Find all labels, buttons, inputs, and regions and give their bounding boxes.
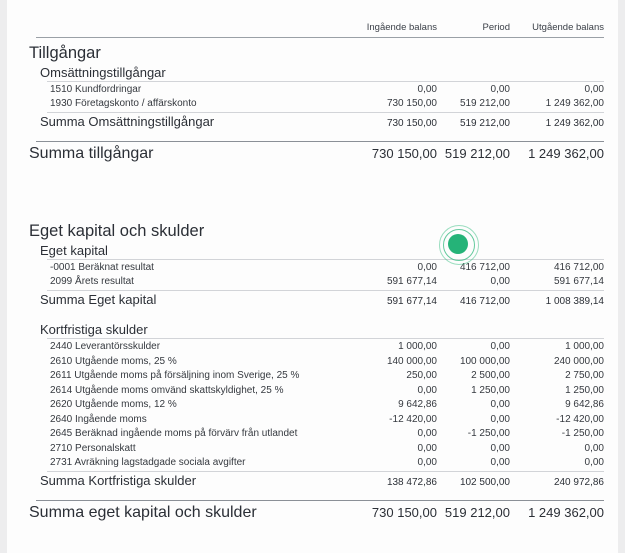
account-period: 0,00 xyxy=(490,276,510,287)
account-period: 1 250,00 xyxy=(471,384,510,396)
group-title-short-term-liabilities: Kortfristiga skulder xyxy=(40,322,148,337)
account-closing-balance: 2 750,00 xyxy=(565,370,604,381)
total-label: Summa tillgångar xyxy=(29,145,154,162)
table-row[interactable] xyxy=(7,340,618,355)
subtotal-opening-balance: 591 677,14 xyxy=(386,296,437,307)
account-opening-balance: 140 000,00 xyxy=(386,355,437,367)
table-row[interactable] xyxy=(7,384,618,399)
account-closing-balance: 0,00 xyxy=(584,84,604,95)
account-period: 100 000,00 xyxy=(459,355,510,367)
account-label: 2731 Avräkning lagstadgade sociala avgifter xyxy=(50,457,246,468)
total-divider-equity-and-liabilities xyxy=(36,500,604,501)
subtotal-period: 519 212,00 xyxy=(459,118,510,129)
account-period: 0,00 xyxy=(490,413,510,425)
account-closing-balance: 1 249 362,00 xyxy=(545,98,604,109)
table-row[interactable] xyxy=(7,261,618,276)
balance-report-sheet xyxy=(7,0,618,553)
account-period: 0,00 xyxy=(490,457,510,468)
table-row[interactable] xyxy=(7,369,618,384)
account-opening-balance: 0,00 xyxy=(417,84,437,95)
table-row[interactable] xyxy=(7,97,618,112)
subtotal-label: Summa Kortfristiga skulder xyxy=(40,473,197,488)
group-divider-short-term-liabilities xyxy=(47,338,604,339)
account-closing-balance: 1 000,00 xyxy=(565,341,604,352)
account-closing-balance: 416 712,00 xyxy=(553,262,604,273)
account-label: 2099 Årets resultat xyxy=(50,276,134,287)
account-closing-balance: 0,00 xyxy=(584,457,604,468)
column-header-period: Period xyxy=(482,22,510,33)
total-closing-balance: 1 249 362,00 xyxy=(528,146,604,161)
account-label: 2645 Beräknad ingående moms på förvärv från utlandet xyxy=(50,428,298,439)
account-closing-balance: 9 642,86 xyxy=(565,399,604,410)
account-label: 2440 Leverantörsskulder xyxy=(50,341,161,352)
account-opening-balance: 250,00 xyxy=(406,370,437,381)
account-closing-balance: 591 677,14 xyxy=(553,276,604,287)
account-period: 2 500,00 xyxy=(471,370,510,381)
subtotal-row-equity xyxy=(7,291,618,311)
total-period: 519 212,00 xyxy=(444,505,510,520)
account-closing-balance: 240 000,00 xyxy=(553,355,604,367)
account-label: 2610 Utgående moms, 25 % xyxy=(50,355,177,367)
account-opening-balance: 0,00 xyxy=(417,442,437,454)
total-closing-balance: 1 249 362,00 xyxy=(528,505,604,520)
account-label: 1930 Företagskonto / affärskonto xyxy=(50,98,197,109)
account-opening-balance: 1 000,00 xyxy=(398,341,437,352)
table-column-headers xyxy=(7,22,618,37)
account-label: -0001 Beräknat resultat xyxy=(50,262,154,273)
header-divider xyxy=(36,37,604,38)
table-row[interactable] xyxy=(7,355,618,370)
account-opening-balance: -12 420,00 xyxy=(389,413,437,425)
account-period: 416 712,00 xyxy=(459,262,510,273)
account-closing-balance: 1 250,00 xyxy=(565,384,604,396)
account-opening-balance: 9 642,86 xyxy=(398,399,437,410)
section-title-assets: Tillgångar xyxy=(29,44,101,62)
total-opening-balance: 730 150,00 xyxy=(371,146,437,161)
subtotal-label: Summa Omsättningstillgångar xyxy=(40,114,215,129)
total-row-equity-and-liabilities xyxy=(7,502,618,524)
total-opening-balance: 730 150,00 xyxy=(371,505,437,520)
subtotal-row-current-assets xyxy=(7,113,618,133)
table-row[interactable] xyxy=(7,413,618,428)
column-header-opening-balance: Ingående balans xyxy=(366,22,437,33)
total-row-assets xyxy=(7,143,618,165)
group-divider-equity xyxy=(47,259,604,260)
account-closing-balance: -12 420,00 xyxy=(556,413,604,425)
table-row[interactable] xyxy=(7,456,618,471)
account-label: 1510 Kundfordringar xyxy=(50,84,142,95)
account-closing-balance: -1 250,00 xyxy=(561,428,604,439)
account-period: 0,00 xyxy=(490,399,510,410)
account-closing-balance: 0,00 xyxy=(584,442,604,454)
account-opening-balance: 0,00 xyxy=(417,262,437,273)
subtotal-period: 102 500,00 xyxy=(459,477,510,488)
group-title-equity: Eget kapital xyxy=(40,243,108,258)
account-label: 2620 Utgående moms, 12 % xyxy=(50,399,177,410)
total-period: 519 212,00 xyxy=(444,146,510,161)
subtotal-closing-balance: 240 972,86 xyxy=(553,477,604,488)
subtotal-period: 416 712,00 xyxy=(459,296,510,307)
section-title-equity-and-liabilities: Eget kapital och skulder xyxy=(29,222,205,240)
table-row[interactable] xyxy=(7,83,618,98)
account-period: -1 250,00 xyxy=(467,428,510,439)
table-row[interactable] xyxy=(7,442,618,457)
account-period: 0,00 xyxy=(490,84,510,95)
account-period: 0,00 xyxy=(490,442,510,454)
total-divider-assets xyxy=(36,141,604,142)
subtotal-label: Summa Eget kapital xyxy=(40,292,157,307)
account-opening-balance: 0,00 xyxy=(417,457,437,468)
subtotal-closing-balance: 1 008 389,14 xyxy=(545,296,604,307)
account-label: 2611 Utgående moms på försäljning inom Sverige, 25 % xyxy=(50,370,300,381)
total-label: Summa eget kapital och skulder xyxy=(29,504,257,521)
group-title-current-assets: Omsättningstillgångar xyxy=(40,65,166,80)
account-opening-balance: 730 150,00 xyxy=(386,98,437,109)
account-opening-balance: 0,00 xyxy=(417,428,437,439)
account-period: 0,00 xyxy=(490,341,510,352)
account-period: 519 212,00 xyxy=(459,98,510,109)
account-label: 2614 Utgående moms omvänd skattskyldighet, 25 % xyxy=(50,384,284,396)
subtotal-opening-balance: 730 150,00 xyxy=(386,118,437,129)
account-opening-balance: 591 677,14 xyxy=(386,276,437,287)
table-row[interactable] xyxy=(7,275,618,290)
subtotal-closing-balance: 1 249 362,00 xyxy=(545,118,604,129)
table-row[interactable] xyxy=(7,427,618,442)
table-row[interactable] xyxy=(7,398,618,413)
account-label: 2640 Ingående moms xyxy=(50,413,147,425)
group-divider-current-assets xyxy=(47,81,604,82)
subtotal-opening-balance: 138 472,86 xyxy=(386,477,437,488)
account-label: 2710 Personalskatt xyxy=(50,442,136,454)
column-header-closing-balance: Utgående balans xyxy=(532,22,604,33)
subtotal-row-short-term-liabilities xyxy=(7,472,618,492)
account-opening-balance: 0,00 xyxy=(417,384,437,396)
